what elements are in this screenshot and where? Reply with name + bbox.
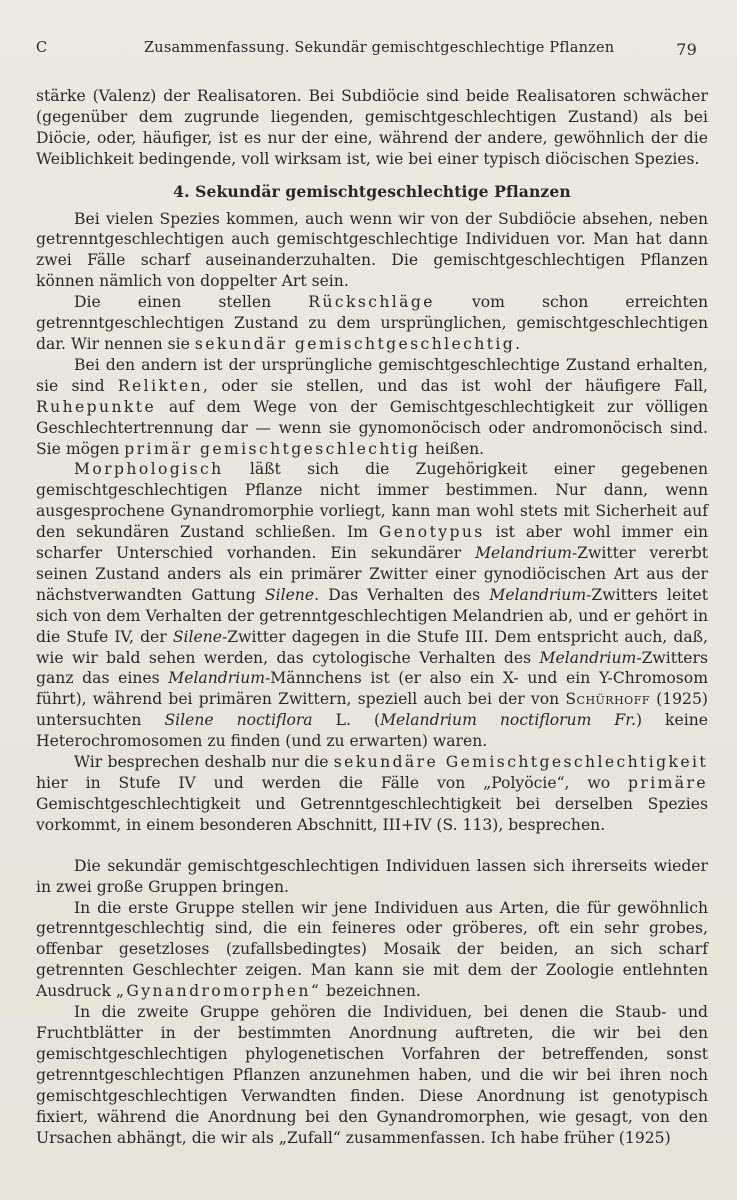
text-run: -Zwitters ganz das eines xyxy=(36,648,708,688)
text-run: Die einen stellen xyxy=(74,293,309,312)
paragraph-3 xyxy=(36,355,708,460)
text-run: -Zwitters leitet sich von dem Verhalten der getrenntgeschlechtigen Melandrien ab, und er gehört in die Stufe IV, der xyxy=(36,585,708,646)
taxon-name: Melandrium noctiflorum Fr. xyxy=(380,711,636,730)
text-run: stärke (Valenz) der Realisatoren. Bei Subdiöcie sind beide Realisatoren schwächer (gegenüber dem zugrunde liegenden, gemischtgeschlechtigen Zustand) als bei Diöcie, oder, häufiger, ist es nur der eine, während der andere, gewöhnlich der die Weiblichkeit bedingende, voll wirksam ist, wie bei einer typisch diöcischen Spezies. xyxy=(36,87,708,168)
text-run: -Männchens ist (er also ein X- und ein Y-Chromosom führt), während bei primären Zwittern, speziell auch bei der von xyxy=(36,669,708,709)
spaced-term: Genotypus xyxy=(378,523,485,542)
page-number: 79 xyxy=(676,40,697,59)
taxon-name: Melandrium xyxy=(475,544,572,563)
text-run: auf dem Wege von der Gemischtgeschlechtigkeit zur völligen Geschlechtertrennung dar — wenn sie gynomonöcisch oder andromonöcisch sind. Sie mögen xyxy=(36,397,708,458)
text-run: läßt sich die Zugehörigkeit einer gegebenen gemischtgeschlechtigen Pflanze nicht immer bestimmen. Nur dann, wenn ausgesprochene Gynandromorphie vorliegt, kann man wohl stets mit Sicherheit auf den sekundären Zustand schließen. Im xyxy=(36,460,708,542)
text-run: heißen. xyxy=(420,439,485,458)
text-run: (1925) untersuchten xyxy=(36,690,708,730)
taxon-name: Silene noctiflora xyxy=(164,711,313,730)
running-title: Zusammenfassung. Sekundär gemischtgeschlechtige Pflanzen xyxy=(144,40,615,56)
text-run: Die sekundär gemischtgeschlechtigen Individuen lassen sich ihrerseits wieder in zwei große Gruppen bringen. xyxy=(36,856,708,896)
text-run: Bei vielen Spezies kommen, auch wenn wir von der Subdiöcie absehen, neben getrenntgeschlechtigen auch gemischtgeschlechtige Individuen vor. Man hat dann zwei Fälle scharf auseinanderzuhalten. Die gemischtgeschlechtigen Pflanzen können nämlich von doppelter Art sein. xyxy=(36,209,708,291)
running-head xyxy=(36,40,709,64)
section-heading: 4. Sekundär gemischtgeschlechtige Pflanzen xyxy=(173,181,571,201)
taxon-name: Melandrium xyxy=(489,585,587,604)
text-run: vom schon erreichten getrenntgeschlechtigen Zustand zu dem ursprünglichen, gemischtgeschlechtigen dar. Wir nennen sie xyxy=(36,293,708,353)
text-run: bezeichnen. xyxy=(321,982,421,1001)
spaced-term: Rückschläge xyxy=(308,293,435,312)
taxon-name: Silene xyxy=(172,627,222,646)
text-run: Gemischtgeschlechtigkeit und Getrenntgeschlechtigkeit bei derselben Spezies vorkommt, in einem besonderen Abschnitt, III+IV (S. 113), besprechen. xyxy=(36,794,708,834)
text-run: -Zwitter dagegen in die Stufe III. Dem entspricht auch, daß, wie wir bald sehen werden, das cytologische Verhalten des xyxy=(36,627,708,667)
signature-mark: C xyxy=(36,40,48,56)
text-run: -Zwitter vererbt seinen Zustand anders als ein primärer Zwitter einer gynodiöcischen Art aus der nächstverwandten Gattung xyxy=(36,544,708,604)
text-run: , oder sie stellen, und das ist wohl der häufigere Fall, xyxy=(203,376,708,395)
paragraph-gap xyxy=(36,836,708,856)
taxon-name: Melandrium xyxy=(539,648,637,667)
text-run: ) keine Heterochromosomen zu finden (und zu erwarten) waren. xyxy=(36,711,708,751)
spaced-term: sekundär gemischtgeschlechtig. xyxy=(194,334,523,353)
taxon-name: Melandrium xyxy=(168,669,266,688)
spaced-term: „Gynandromorphen“ xyxy=(115,982,322,1001)
paragraph-5 xyxy=(36,752,708,836)
text-run: hier in Stufe IV und werden die Fälle von „Polyöcie“, wo xyxy=(36,774,628,792)
paragraph-2 xyxy=(36,292,708,355)
text-run: L. ( xyxy=(312,711,381,730)
paragraph-1 xyxy=(36,209,708,293)
paragraph-6 xyxy=(36,856,708,898)
text-run: In die zweite Gruppe gehören die Individuen, bei denen die Staub- und Fruchtblätter in der bestimmten Anordnung auftreten, die wir bei den gemischtgeschlechtigen phylogenetischen Vorfahren der betreffenden, sonst getrenntgeschlechtigen Pflanzen anzunehmen haben, und die wir bei ihren noch gemischtgeschlechtigen Verwandten finden. Diese Anordnung ist genotypisch fixiert, während die Anordnung bei den Gynandromorphen, wie gesagt, von den Ursachen abhängt, die wir als „Zufall“ zusammenfassen. Ich habe früher (1925) xyxy=(36,1003,708,1147)
spaced-term: primär gemischtgeschlechtig xyxy=(124,439,421,458)
body-text xyxy=(36,86,708,1148)
paragraph-7 xyxy=(36,898,708,1003)
spaced-term: primäre xyxy=(628,774,708,792)
paragraph-8 xyxy=(36,1002,708,1148)
spaced-term: Relikten xyxy=(117,376,204,395)
text-run: In die erste Gruppe stellen wir jene Individuen aus Arten, die für gewöhnlich getrenntgeschlechtig sind, die ein feineres oder gröberes, oft ein sehr grobes, offenbar gesetzloses (zufallsbedingtes) Mosaik der beiden, an sich scharf getrennten Geschlechter zeigen. Man kann sie mit dem der Zoologie entlehnten Ausdruck xyxy=(36,898,708,1001)
paragraph-4 xyxy=(36,459,708,752)
text-run: ist aber wohl immer ein scharfer Unterschied vorhanden. Ein sekundärer xyxy=(36,523,708,563)
text-run: Wir besprechen deshalb nur die xyxy=(74,753,334,772)
text-run: . Das Verhalten des xyxy=(314,585,490,604)
intro-paragraph xyxy=(36,86,708,170)
spaced-term: Ruhepunkte xyxy=(36,397,157,416)
spaced-term: Morphologisch xyxy=(74,460,224,479)
text-run: Bei den andern ist der ursprüngliche gemischtgeschlechtige Zustand erhalten, sie sind xyxy=(36,355,708,395)
author-name: Schürhoff xyxy=(565,690,650,709)
taxon-name: Silene xyxy=(264,585,315,604)
spaced-term: sekundäre Gemischtgeschlechtigkeit xyxy=(333,753,709,772)
